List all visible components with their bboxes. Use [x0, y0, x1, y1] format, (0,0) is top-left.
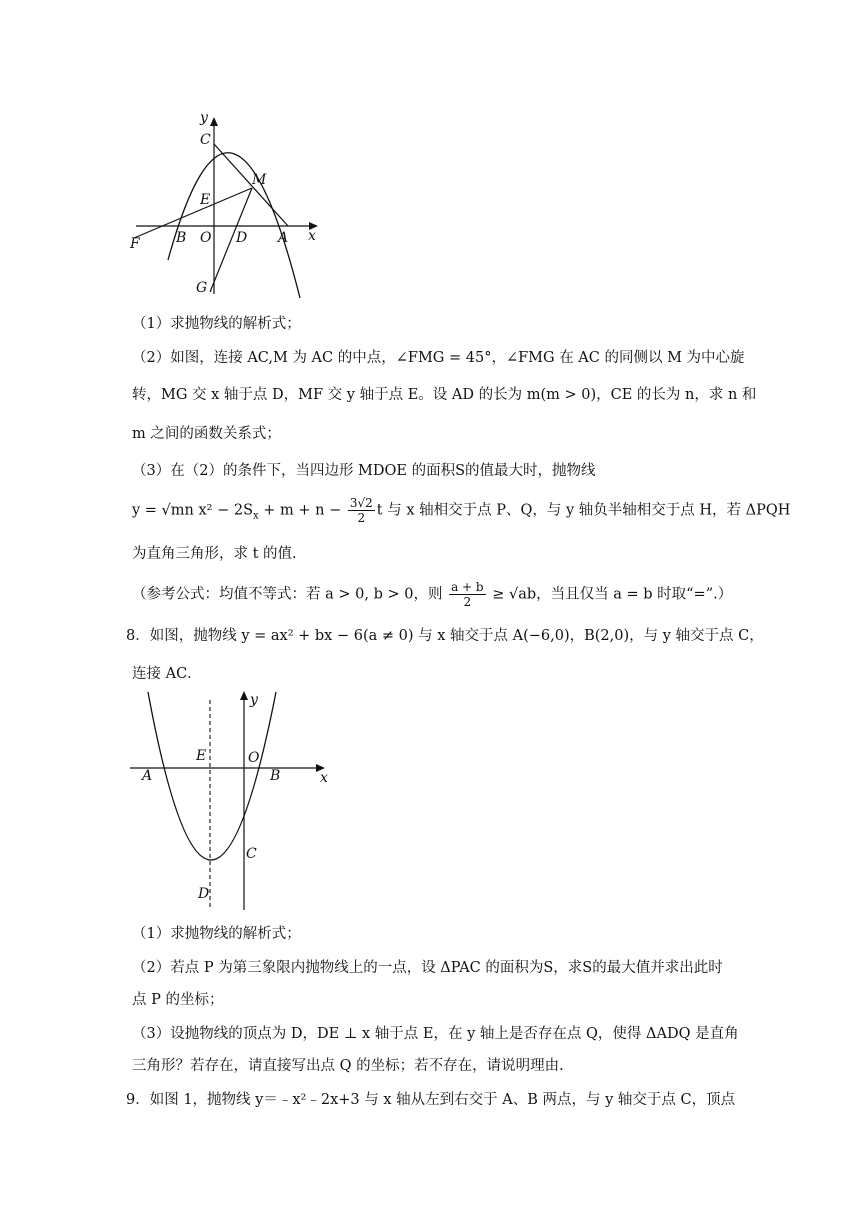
- label-C: C: [200, 132, 211, 148]
- p7-question-3-line-3: 为直角三角形，求 t 的值.: [132, 546, 297, 562]
- p7-ref-fraction-num: a + b: [451, 580, 484, 594]
- p7-question-3-line-2: [132, 496, 790, 526]
- label-G: G: [196, 280, 208, 296]
- label-E: E: [200, 192, 211, 208]
- p7-reference-formula: [132, 580, 732, 609]
- y-axis-arrow: [210, 117, 218, 126]
- p7-fraction-den: 2: [357, 511, 366, 525]
- p8-question-2-line-2: 点 P 的坐标；: [132, 992, 224, 1008]
- label-B: B: [176, 230, 187, 246]
- p8-question-3-line-1: （3）设抛物线的顶点为 D，DE ⊥ x 轴于点 E，在 y 轴上是否存在点 Q，使得 ΔADQ 是直角: [132, 1026, 739, 1042]
- p7-formula-part-d: t 与 x 轴相交于点 P、Q，与 y 轴负半轴相交于点 H，若 ΔPQH: [376, 502, 791, 519]
- label-M: M: [252, 172, 267, 188]
- label-O: O: [200, 230, 212, 246]
- p7-fraction: [348, 496, 375, 525]
- p9-stem-line-1: 9．如图 1，抛物线 y＝﹣x²﹣2x+3 与 x 轴从左到右交于 A、B 两点，与 y 轴交于点 C，顶点: [126, 1092, 736, 1108]
- label-C: C: [246, 846, 257, 862]
- label-E: E: [196, 748, 207, 764]
- p7-ref-fraction-den: 2: [463, 595, 472, 609]
- p7-ref-fraction: [449, 580, 486, 609]
- p8-question-2-line-1: （2）若点 P 为第三象限内抛物线上的一点，设 ΔPAC 的面积为S，求S的最大值并求出此时: [132, 960, 723, 976]
- label-y: y: [200, 110, 208, 126]
- label-A: A: [142, 768, 153, 784]
- label-x: x: [320, 770, 328, 786]
- p7-ref-part-a: （参考公式：均值不等式：若 a > 0, b > 0，则: [132, 586, 443, 603]
- p8-question-3-line-2: 三角形？若存在，请直接写出点 Q 的坐标；若不存在，请说明理由.: [132, 1058, 564, 1074]
- p7-question-2-line-1: （2）如图，连接 AC,M 为 AC 的中点，∠FMG = 45°，∠FMG 在 AC 的同侧以 M 为中心旋: [132, 350, 745, 366]
- figure-problem-8: [128, 688, 338, 914]
- label-O: O: [248, 750, 260, 766]
- label-D: D: [198, 886, 210, 902]
- parabola-curve: [148, 692, 276, 860]
- figure-problem-7: [128, 108, 328, 300]
- p7-question-2-line-3: m 之间的函数关系式；: [132, 426, 281, 442]
- p8-stem-line-2: 连接 AC．: [132, 666, 202, 682]
- p7-fraction-num: 3√2: [349, 496, 373, 510]
- label-F: F: [130, 236, 140, 252]
- p7-formula-part-c: + m + n −: [258, 502, 342, 519]
- label-A: A: [278, 230, 289, 246]
- segment-CA: [214, 144, 288, 226]
- parabola-curve: [168, 153, 300, 298]
- p7-question-3-line-1: （3）在（2）的条件下，当四边形 MDOE 的面积S的值最大时，抛物线: [132, 463, 596, 479]
- p8-stem-line-1: 8．如图，抛物线 y = ax² + bx − 6(a ≠ 0) 与 x 轴交于点 A(−6,0)，B(2,0)，与 y 轴交于点 C，: [126, 628, 764, 644]
- label-y: y: [250, 692, 258, 708]
- p7-ref-part-b: ≥ √ab，当且仅当 a = b 时取“=”.）: [492, 586, 733, 603]
- label-x: x: [308, 228, 316, 244]
- p7-question-1: （1）求抛物线的解析式；: [132, 316, 301, 332]
- label-B: B: [270, 768, 281, 784]
- p8-question-1: （1）求抛物线的解析式；: [132, 926, 301, 942]
- y-axis-arrow: [240, 691, 248, 700]
- label-D: D: [236, 230, 248, 246]
- p7-question-2-line-2: 转，MG 交 x 轴于点 D，MF 交 y 轴于点 E。设 AD 的长为 m(m > 0)，CE 的长为 n，求 n 和: [132, 387, 757, 403]
- p7-formula-part-a: y = √mn x² − 2S: [132, 502, 254, 519]
- p7-formula-sub: x: [253, 510, 259, 522]
